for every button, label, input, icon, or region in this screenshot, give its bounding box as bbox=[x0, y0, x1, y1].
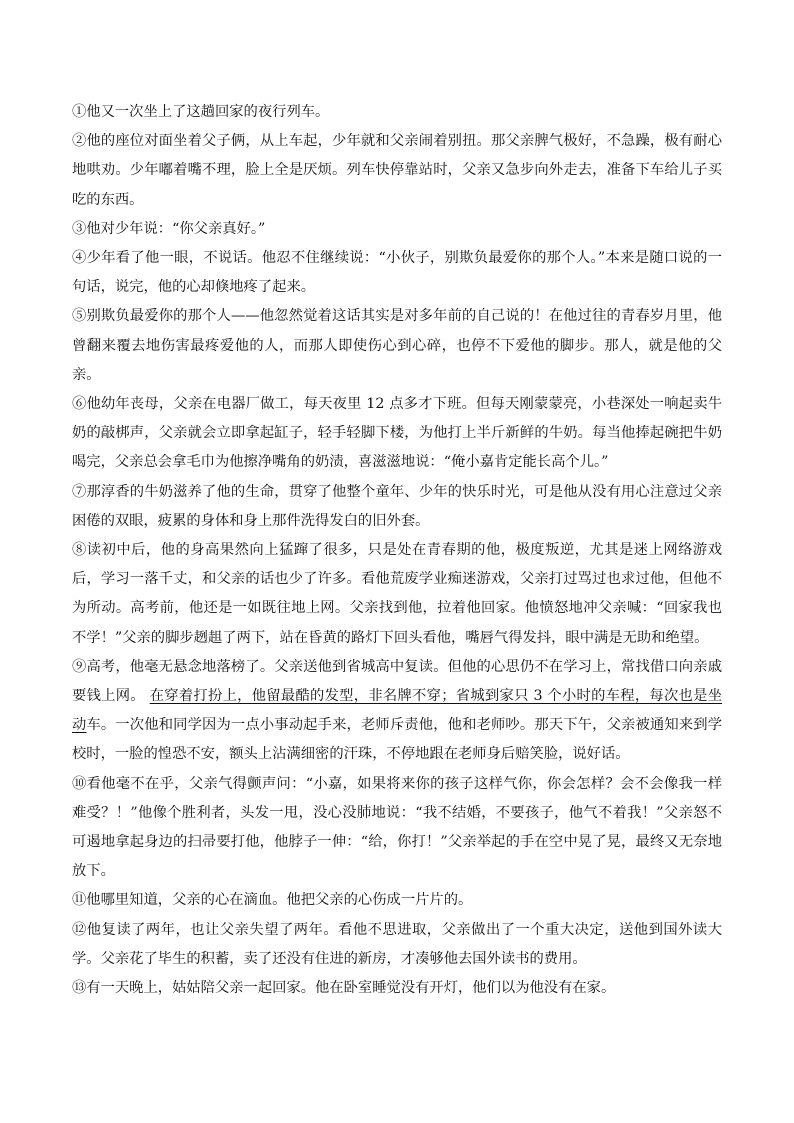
paragraph-12: ⑫他复读了两年，也让父亲失望了两年。看他不思进取，父亲做出了一个重大决定，送他到国外读大学。父亲花了毕生的积蓄，卖了还没有住进的新房，才凑够他去国外读书的费用。 bbox=[72, 921, 722, 967]
paragraph-9-tail: 车。一次他和同学因为一点小事动起手来，老师斥责他，他和老师吵。那天下午，父亲被通知来到学校时，一脸的惶恐不安，额头上沾满细密的汗珠，不停地跟在老师身后赔笑脸，说好话。 bbox=[72, 717, 723, 763]
paragraph-13: ⑬有一天晚上，姑姑陪父亲一起回家。他在卧室睡觉没有开灯，他们以为他没有在家。 bbox=[72, 980, 616, 997]
paragraph-9-underlined-sentence: 在穿着打扮上，他留最酷的发型，非名牌不穿；省城到家只 3 个小时的车程，每次也是坐动 bbox=[72, 688, 722, 734]
paragraph-9-lead: ⑨高考，他毫无悬念地落榜了。父亲送他到省城高中复读。但他的心思仍不在学习上，常找借口向亲戚要钱上网。 bbox=[72, 658, 722, 705]
paragraph-10: ⑩看他毫不在乎，父亲气得颤声问：“小嘉，如果将来你的孩子这样气你，你会怎样？会不会像我一样难受？！”他像个胜利者，头发一甩，没心没肺地说：“我不结婚，不要孩子，他气不着我！”父亲怒不可遏地拿起身边的扫帚要打他，他脖子一伸：“给，你打！”父亲举起的手在空中晃了晃，最终又无奈地放下。 bbox=[72, 775, 722, 880]
paragraph-11: ⑪他哪里知道，父亲的心在滴血。他把父亲的心伤成一片片的。 bbox=[72, 892, 473, 909]
paragraph-8: ⑧读初中后，他的身高果然向上猛蹿了很多，只是处在青春期的他，极度叛逆，尤其是迷上网络游戏后，学习一落千丈，和父亲的话也少了许多。看他荒废学业痴迷游戏，父亲打过骂过也求过他，但他不为所动。高考前，他还是一如既往地上网。父亲找到他，拉着他回家。他愤怒地冲父亲喊：“回家我也不学！”父亲的脚步趔趄了两下，站在昏黄的路灯下回头看他，嘴唇气得发抖，眼中满是无助和绝望。 bbox=[72, 542, 722, 646]
paragraph-3: ③他对少年说：“你父亲真好。” bbox=[72, 220, 266, 237]
paragraph-7: ⑦那淳香的牛奶滋养了他的生命，贯穿了他整个童年、少年的快乐时光，可是他从没有用心注意过父亲困倦的双眼，疲累的身体和身上那件洗得发白的旧外套。 bbox=[72, 483, 722, 529]
paragraph-4: ④少年看了他一眼，不说话。他忍不住继续说：“小伙子，别欺负最爱你的那个人。”本来是随口说的一句话，说完，他的心却倏地疼了起来。 bbox=[72, 250, 722, 296]
paragraph-6: ⑥他幼年丧母，父亲在电器厂做工，每天夜里 12 点多才下班。但每天刚蒙蒙亮，小巷深处一响起卖牛奶的敲梆声，父亲就会立即拿起缸子，轻手轻脚下楼，为他打上半斤新鲜的牛奶。每当他捧起碗把牛奶喝完，父亲总会拿毛巾为他擦净嘴角的奶渍，喜滋滋地说：“俺小嘉肯定能长高个儿。” bbox=[72, 396, 722, 471]
paragraph-5: ⑤别欺负最爱你的那个人——他忽然觉着这话其实是对多年前的自己说的！在他过往的青春岁月里，他曾翻来覆去地伤害最疼爱他的人，而那人即使伤心到心碎，也停不下爱他的脚步。那人，就是他的父亲。 bbox=[72, 308, 722, 383]
paragraph-1: ①他又一次坐上了这趟回家的夜行列车。 bbox=[72, 104, 330, 120]
paragraph-9 bbox=[72, 653, 722, 770]
article-body bbox=[72, 98, 722, 1003]
paragraph-2: ②他的座位对面坐着父子俩，从上车起，少年就和父亲闹着别扭。那父亲脾气极好，不急躁，极有耐心地哄劝。少年嘟着嘴不理，脸上全是厌烦。列车快停靠站时，父亲又急步向外走去，准备下车给儿子买吃的东西。 bbox=[72, 133, 722, 208]
